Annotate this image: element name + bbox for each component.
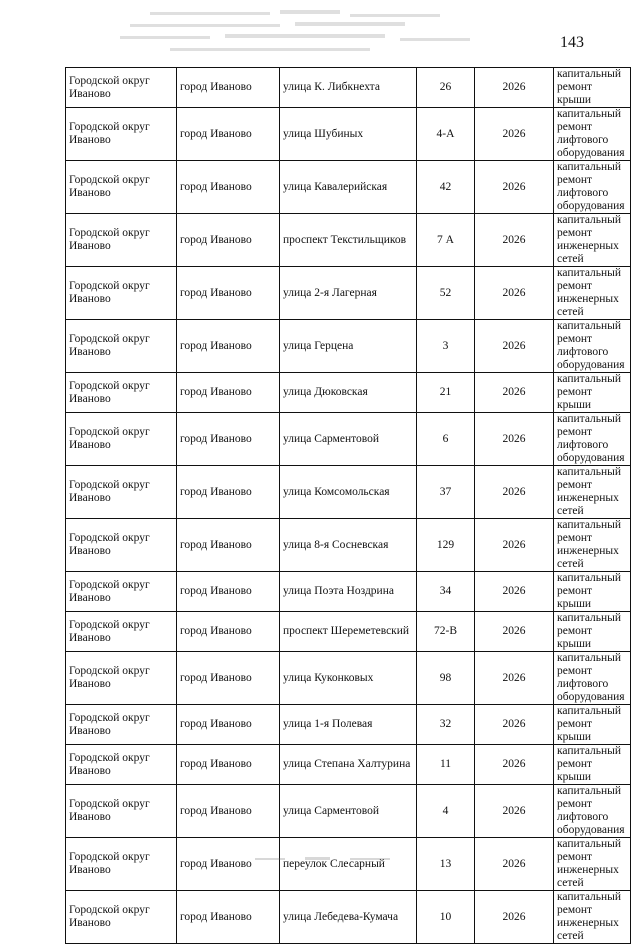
- work-type-cell: капитальный ремонт инженерных сетей: [554, 519, 631, 572]
- municipality-cell: Городской округ Иваново: [66, 373, 177, 413]
- work-type-cell: капитальный ремонт лифтового оборудования: [554, 652, 631, 705]
- year-cell: 2026: [475, 68, 554, 108]
- house-cell: 10: [417, 891, 475, 944]
- house-cell: 129: [417, 519, 475, 572]
- year-cell: 2026: [475, 572, 554, 612]
- year-cell: 2026: [475, 612, 554, 652]
- city-cell: город Иваново: [177, 320, 280, 373]
- city-cell: город Иваново: [177, 413, 280, 466]
- city-cell: город Иваново: [177, 891, 280, 944]
- year-cell: 2026: [475, 320, 554, 373]
- table-row: [66, 572, 631, 612]
- street-cell: улица 2-я Лагерная: [280, 267, 417, 320]
- house-cell: 52: [417, 267, 475, 320]
- year-cell: 2026: [475, 891, 554, 944]
- work-type-cell: капитальный ремонт крыши: [554, 612, 631, 652]
- work-type-cell: капитальный ремонт инженерных сетей: [554, 267, 631, 320]
- work-type-cell: капитальный ремонт инженерных сетей: [554, 466, 631, 519]
- street-cell: проспект Текстильщиков: [280, 214, 417, 267]
- city-cell: город Иваново: [177, 108, 280, 161]
- table-row: [66, 373, 631, 413]
- city-cell: город Иваново: [177, 652, 280, 705]
- municipality-cell: Городской округ Иваново: [66, 612, 177, 652]
- table-row: [66, 68, 631, 108]
- city-cell: город Иваново: [177, 705, 280, 745]
- year-cell: 2026: [475, 413, 554, 466]
- house-cell: 4-А: [417, 108, 475, 161]
- street-cell: улица Сарментовой: [280, 413, 417, 466]
- municipality-cell: Городской округ Иваново: [66, 413, 177, 466]
- house-cell: 32: [417, 705, 475, 745]
- street-cell: улица Кавалерийская: [280, 161, 417, 214]
- house-cell: 34: [417, 572, 475, 612]
- table-row: [66, 267, 631, 320]
- work-type-cell: капитальный ремонт крыши: [554, 705, 631, 745]
- street-cell: улица 8-я Сосневская: [280, 519, 417, 572]
- street-cell: улица Куконковых: [280, 652, 417, 705]
- municipality-cell: Городской округ Иваново: [66, 891, 177, 944]
- faded-stamp-marks: [110, 8, 490, 58]
- municipality-cell: Городской округ Иваново: [66, 466, 177, 519]
- municipality-cell: Городской округ Иваново: [66, 745, 177, 785]
- year-cell: 2026: [475, 838, 554, 891]
- table-row: [66, 413, 631, 466]
- municipality-cell: Городской округ Иваново: [66, 267, 177, 320]
- table-row: [66, 745, 631, 785]
- address-table: [65, 67, 631, 944]
- work-type-cell: капитальный ремонт крыши: [554, 745, 631, 785]
- street-cell: проспект Шереметевский: [280, 612, 417, 652]
- work-type-cell: капитальный ремонт лифтового оборудования: [554, 785, 631, 838]
- year-cell: 2026: [475, 108, 554, 161]
- city-cell: город Иваново: [177, 785, 280, 838]
- street-cell: улица 1-я Полевая: [280, 705, 417, 745]
- work-type-cell: капитальный ремонт лифтового оборудования: [554, 108, 631, 161]
- municipality-cell: Городской округ Иваново: [66, 705, 177, 745]
- year-cell: 2026: [475, 745, 554, 785]
- municipality-cell: Городской округ Иваново: [66, 68, 177, 108]
- table-row: [66, 785, 631, 838]
- table-row: [66, 891, 631, 944]
- table-row: [66, 519, 631, 572]
- city-cell: город Иваново: [177, 466, 280, 519]
- city-cell: город Иваново: [177, 267, 280, 320]
- year-cell: 2026: [475, 519, 554, 572]
- house-cell: 21: [417, 373, 475, 413]
- house-cell: 3: [417, 320, 475, 373]
- house-cell: 98: [417, 652, 475, 705]
- work-type-cell: капитальный ремонт лифтового оборудования: [554, 320, 631, 373]
- house-cell: 26: [417, 68, 475, 108]
- year-cell: 2026: [475, 373, 554, 413]
- municipality-cell: Городской округ Иваново: [66, 161, 177, 214]
- table-row: [66, 466, 631, 519]
- street-cell: улица К. Либкнехта: [280, 68, 417, 108]
- year-cell: 2026: [475, 161, 554, 214]
- city-cell: город Иваново: [177, 519, 280, 572]
- house-cell: 11: [417, 745, 475, 785]
- year-cell: 2026: [475, 652, 554, 705]
- street-cell: улица Степана Халтурина: [280, 745, 417, 785]
- city-cell: город Иваново: [177, 838, 280, 891]
- year-cell: 2026: [475, 466, 554, 519]
- city-cell: город Иваново: [177, 214, 280, 267]
- table-row: [66, 320, 631, 373]
- work-type-cell: капитальный ремонт крыши: [554, 572, 631, 612]
- municipality-cell: Городской округ Иваново: [66, 785, 177, 838]
- faded-footer-marks: [255, 852, 395, 866]
- city-cell: город Иваново: [177, 161, 280, 214]
- work-type-cell: капитальный ремонт инженерных сетей: [554, 891, 631, 944]
- city-cell: город Иваново: [177, 745, 280, 785]
- table-row: [66, 161, 631, 214]
- municipality-cell: Городской округ Иваново: [66, 214, 177, 267]
- table-row: [66, 108, 631, 161]
- table-row: [66, 652, 631, 705]
- street-cell: улица Дюковская: [280, 373, 417, 413]
- municipality-cell: Городской округ Иваново: [66, 519, 177, 572]
- street-cell: улица Шубиных: [280, 108, 417, 161]
- street-cell: улица Лебедева-Кумача: [280, 891, 417, 944]
- street-cell: улица Сарментовой: [280, 785, 417, 838]
- table-row: [66, 214, 631, 267]
- city-cell: город Иваново: [177, 572, 280, 612]
- house-cell: 4: [417, 785, 475, 838]
- house-cell: 7 А: [417, 214, 475, 267]
- work-type-cell: капитальный ремонт инженерных сетей: [554, 838, 631, 891]
- street-cell: улица Поэта Ноздрина: [280, 572, 417, 612]
- city-cell: город Иваново: [177, 68, 280, 108]
- street-cell: улица Комсомольская: [280, 466, 417, 519]
- municipality-cell: Городской округ Иваново: [66, 108, 177, 161]
- municipality-cell: Городской округ Иваново: [66, 652, 177, 705]
- work-type-cell: капитальный ремонт крыши: [554, 373, 631, 413]
- house-cell: 42: [417, 161, 475, 214]
- municipality-cell: Городской округ Иваново: [66, 838, 177, 891]
- work-type-cell: капитальный ремонт инженерных сетей: [554, 214, 631, 267]
- house-cell: 37: [417, 466, 475, 519]
- year-cell: 2026: [475, 267, 554, 320]
- table-row: [66, 612, 631, 652]
- municipality-cell: Городской округ Иваново: [66, 572, 177, 612]
- city-cell: город Иваново: [177, 373, 280, 413]
- year-cell: 2026: [475, 214, 554, 267]
- work-type-cell: капитальный ремонт лифтового оборудования: [554, 413, 631, 466]
- city-cell: город Иваново: [177, 612, 280, 652]
- house-cell: 13: [417, 838, 475, 891]
- year-cell: 2026: [475, 705, 554, 745]
- house-cell: 72-В: [417, 612, 475, 652]
- house-cell: 6: [417, 413, 475, 466]
- work-type-cell: капитальный ремонт лифтового оборудования: [554, 161, 631, 214]
- street-cell: переулок Слесарный: [280, 838, 417, 891]
- table-row: [66, 705, 631, 745]
- municipality-cell: Городской округ Иваново: [66, 320, 177, 373]
- year-cell: 2026: [475, 785, 554, 838]
- page-number: 143: [560, 34, 584, 51]
- street-cell: улица Герцена: [280, 320, 417, 373]
- work-type-cell: капитальный ремонт крыши: [554, 68, 631, 108]
